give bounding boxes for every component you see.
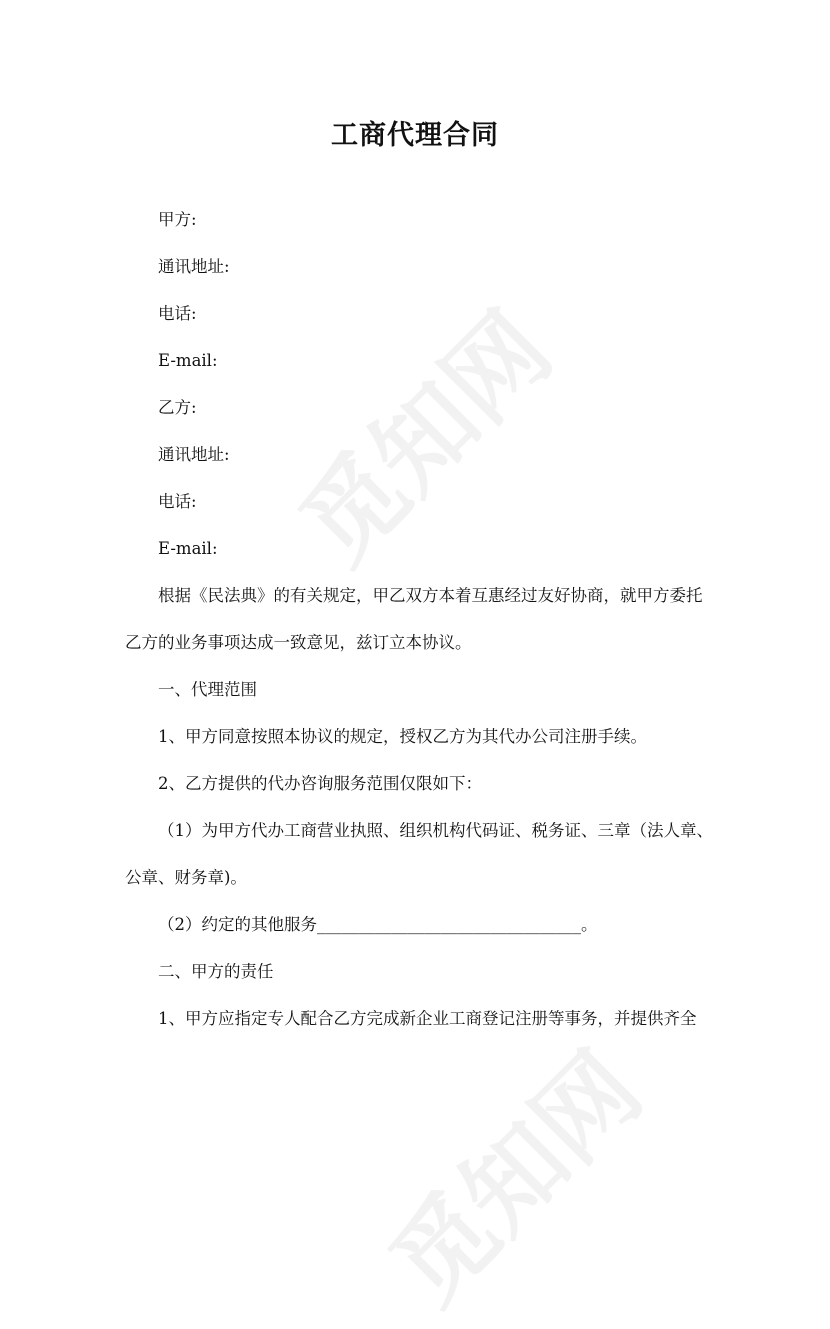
clause-2-1: 1、甲方应指定专人配合乙方完成新企业工商登记注册等事务，并提供齐全 <box>158 1009 697 1028</box>
preamble-line-2: 乙方的业务事项达成一致意见，兹订立本协议。 <box>125 633 472 652</box>
watermark: 觅知网 <box>278 290 574 586</box>
document-title: 工商代理合同 <box>331 120 499 151</box>
party-a-email-label: E-mail: <box>158 351 218 370</box>
clause-1-1: 1、甲方同意按照本协议的规定，授权乙方为其代办公司注册手续。 <box>158 727 647 746</box>
party-b-phone-label: 电话: <box>158 492 197 511</box>
preamble-line-1: 根据《民法典》的有关规定，甲乙双方本着互惠经过友好协商，就甲方委托 <box>158 586 703 605</box>
watermark: 觅知网 <box>368 1030 664 1326</box>
party-b-address-label: 通讯地址: <box>158 445 230 464</box>
party-b-label: 乙方: <box>158 398 197 417</box>
clause-1-2-item-1-line-1: （1）为甲方代办工商营业执照、组织机构代码证、税务证、三章（法人章、 <box>158 821 713 840</box>
section-1-heading: 一、代理范围 <box>158 680 257 699</box>
party-a-phone-label: 电话: <box>158 304 197 323</box>
clause-1-2-item-2: （2）约定的其他服务________________________________。 <box>158 915 598 934</box>
party-a-address-label: 通讯地址: <box>158 257 230 276</box>
section-2-heading: 二、甲方的责任 <box>158 962 274 981</box>
party-b-email-label: E-mail: <box>158 539 218 558</box>
clause-1-2-item-1-line-2: 公章、财务章)。 <box>125 868 247 887</box>
clause-1-2: 2、乙方提供的代办咨询服务范围仅限如下： <box>158 774 482 793</box>
party-a-label: 甲方: <box>158 210 197 229</box>
